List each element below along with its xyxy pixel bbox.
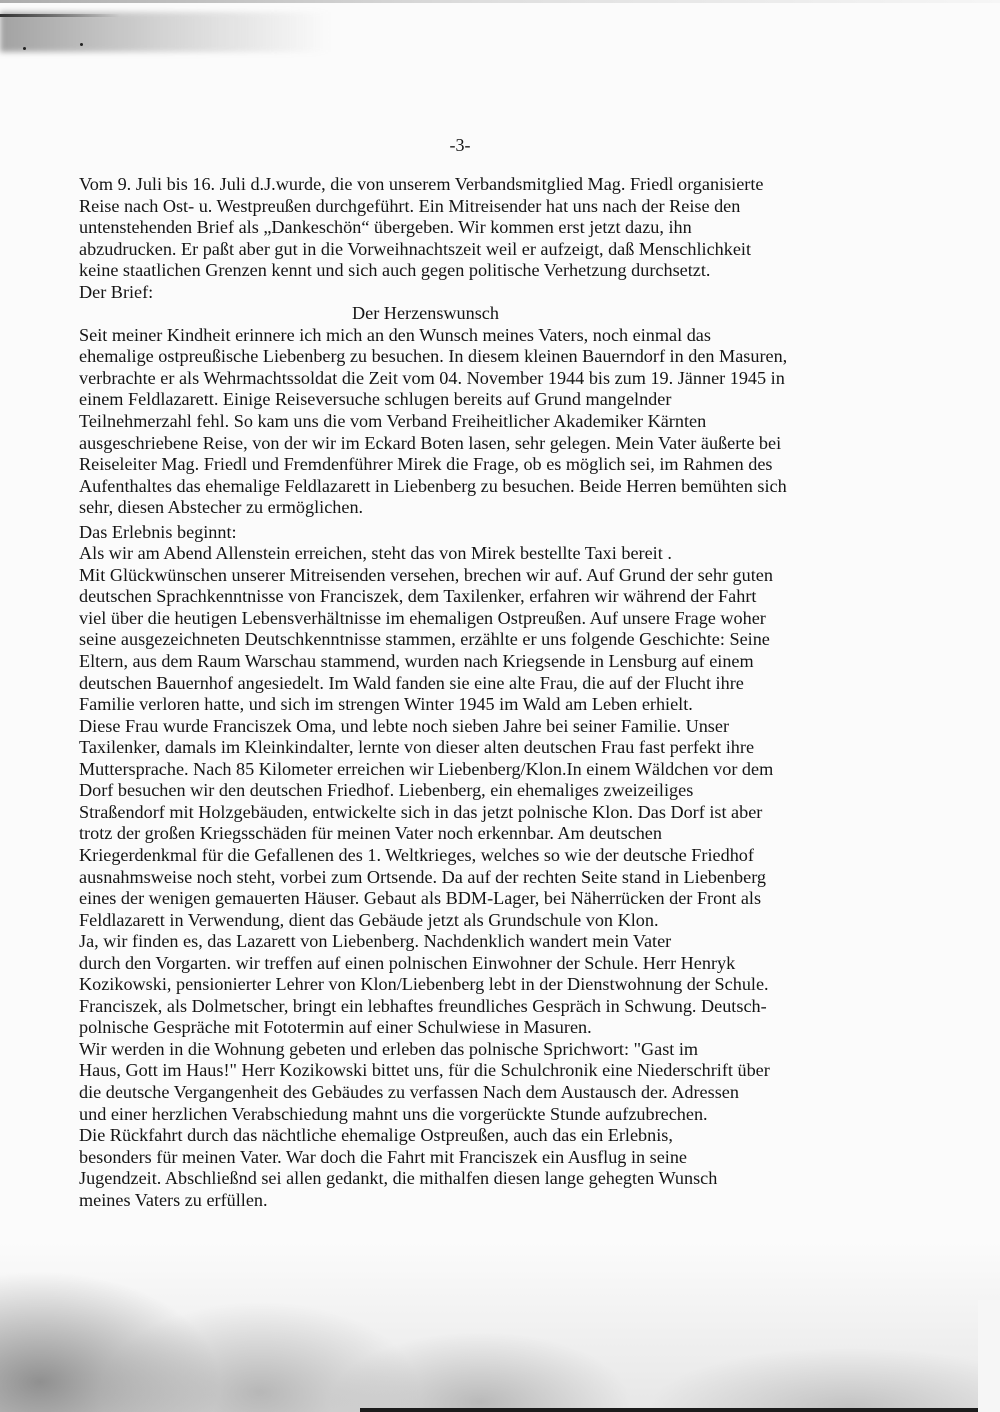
text-line: Eltern, aus dem Raum Warschau stammend, wurden nach Kriegsende in Lensburg auf einem — [79, 651, 754, 672]
document-body — [79, 174, 909, 1211]
text-line: ausnahmsweise noch steht, vorbei zum Ortsende. Da auf der rechten Seite stand in Liebenberg — [79, 866, 767, 887]
scan-right-edge — [978, 1300, 1000, 1412]
text-line: Reise nach Ost- u. Westpreußen durchgeführt. Ein Mitreisender hat uns nach der Reise den — [79, 195, 741, 216]
text-line: Reiseleiter Mag. Friedl und Fremdenführer Mirek die Frage, ob es möglich sei, im Rahmen des — [79, 454, 773, 475]
text-line: Mit Glückwünschen unserer Mitreisenden versehen, brechen wir auf. Auf Grund der sehr guten — [79, 564, 773, 585]
text-line: Wir werden in die Wohnung gebeten und erleben das polnische Sprichwort: "Gast im — [79, 1038, 699, 1059]
text-line: Kriegerdenkmal für die Gefallenen des 1. Weltkrieges, welches so wie der deutsche Friedhof — [79, 844, 754, 865]
text-line: eines der wenigen gemauerten Häuser. Gebaut als BDM-Lager, bei Näherrücken der Front als — [79, 888, 762, 909]
text-line: Vom 9. Juli bis 16. Juli d.J.wurde, die von unserem Verbandsmitglied Mag. Friedl organisierte — [79, 174, 764, 194]
text-line: abzudrucken. Er paßt aber gut in die Vorweihnachtszeit weil er aufzeigt, daß Menschlichkeit — [79, 238, 752, 259]
text-line: besonders für meinen Vater. War doch die Fahrt mit Franciszek ein Ausflug in seine — [79, 1146, 688, 1167]
text-line: Kozikowski, pensionierter Lehrer von Klon/Liebenberg lebt in der Dienstwohnung der Schule. — [79, 974, 769, 995]
text-line: Jugendzeit. Abschließnd sei allen gedankt, die mithalfen diesen lange gehegten Wunsch — [79, 1168, 718, 1189]
text-line: Dorf besuchen wir den deutschen Friedhof. Liebenberg, ein ehemaliges zweizeiliges — [79, 780, 694, 801]
scan-bottom-edge — [360, 1408, 980, 1412]
text-line: verbrachte er als Wehrmachtssoldat die Zeit vom 04. November 1944 bis zum 19. Jänner 1945 in — [79, 367, 785, 388]
text-line: einem Feldlazarett. Einige Reiseversuche schlugen bereits auf Grund mangelnder — [79, 389, 672, 410]
text-line: Aufenthaltes das ehemalige Feldlazarett in Liebenberg zu besuchen. Beide Herren bemühten sich — [79, 475, 787, 496]
text-line: Als wir am Abend Allenstein erreichen, steht das von Mirek bestellte Taxi bereit . — [79, 543, 672, 564]
text-line: sehr, diesen Abstecher zu ermöglichen. — [79, 497, 364, 518]
letter-paragraph-1 — [79, 325, 909, 519]
text-line: deutschen Sprachkenntnisse von Franciszek, dem Taxilenker, erfahren wir während der Fahrt — [79, 586, 757, 607]
text-line: meines Vaters zu erfüllen. — [79, 1189, 268, 1210]
text-line: deutschen Bauernhof angesiedelt. Im Wald fanden sie eine alte Frau, die auf der Flucht ihre — [79, 672, 744, 693]
text-line: Teilnehmerzahl fehl. So kam uns die vom Verband Freiheitlicher Akademiker Kärnten — [79, 411, 707, 432]
text-line: Die Rückfahrt durch das nächtliche ehemalige Ostpreußen, auch das ein Erlebnis, — [79, 1125, 673, 1146]
text-line: keine staatlichen Grenzen kennt und sich auch gegen politische Verhetzung durchsetzt. — [79, 260, 711, 281]
scan-line — [0, 14, 120, 17]
scan-shadow — [0, 1242, 1000, 1412]
section-label: Der Brief: — [79, 281, 154, 302]
scan-smudge — [0, 12, 330, 52]
text-line: Taxilenker, damals im Kleinkindalter, lernte von dieser alten deutschen Frau fast perfekt ihre — [79, 737, 755, 758]
text-line: durch den Vorgarten. wir treffen auf einen polnischen Einwohner der Schule. Herr Henryk — [79, 952, 736, 973]
text-line: ehemalige ostpreußische Liebenberg zu besuchen. In diesem kleinen Bauerndorf in den Masuren, — [79, 346, 788, 367]
text-line: Feldlazarett in Verwendung, dient das Gebäude jetzt als Grundschule von Klon. — [79, 909, 659, 930]
text-line: Muttersprache. Nach 85 Kilometer erreichen wir Liebenberg/Klon.In einem Wäldchen vor dem — [79, 758, 774, 779]
text-line: und einer herzlichen Verabschiedung mahnt uns die vorgerückte Stunde aufzubrechen. — [79, 1103, 708, 1124]
scan-dust-dot — [80, 43, 83, 46]
text-line: Diese Frau wurde Franciszek Oma, und lebte noch sieben Jahre bei seiner Familie. Unser — [79, 715, 729, 736]
text-line: Familie verloren hatte, und sich im strengen Winter 1945 im Wald am Leben erhielt. — [79, 694, 693, 715]
text-line: Franciszek, als Dolmetscher, bringt ein lebhaftes freundliches Gespräch in Schwung. Deutsch- — [79, 995, 767, 1016]
text-line: Ja, wir finden es, das Lazarett von Liebenberg. Nachdenklich wandert mein Vater — [79, 931, 672, 952]
text-line: polnische Gespräche mit Fototermin auf einer Schulwiese in Masuren. — [79, 1017, 592, 1038]
section-label: Das Erlebnis beginnt: — [79, 521, 237, 542]
text-line: die deutsche Vergangenheit des Gebäudes zu verfassen Nach dem Austausch der. Adressen — [79, 1081, 739, 1102]
intro-paragraph — [79, 174, 909, 303]
text-line: trotz der großen Kriegsschäden für meinen Vater noch erkennbar. Am deutschen — [79, 823, 662, 844]
text-line: seine ausgezeichneten Deutschkenntnisse stammen, erzählte er uns folgende Geschichte: Seine — [79, 629, 770, 650]
text-line: Straßendorf mit Holzgebäuden, entwickelte sich in das jetzt polnische Klon. Das Dorf ist aber — [79, 801, 763, 822]
letter-title: Der Herzenswunsch — [352, 303, 499, 324]
text-line: untenstehenden Brief als „Dankeschön“ übergeben. Wir kommen erst jetzt dazu, ihn — [79, 217, 692, 238]
text-line: Seit meiner Kindheit erinnere ich mich an den Wunsch meines Vaters, noch einmal das — [79, 324, 711, 345]
text-line: Haus, Gott im Haus!" Herr Kozikowski bittet uns, für die Schulchronik eine Niederschrift über — [79, 1060, 770, 1081]
text-line: ausgeschriebene Reise, von der wir im Eckard Boten lasen, sehr gelegen. Mein Vater äußerte bei — [79, 432, 782, 453]
scan-dust-dot — [23, 47, 26, 50]
letter-paragraph-2 — [79, 522, 909, 1212]
scan-top-edge — [0, 0, 1000, 3]
page-number: -3- — [449, 135, 471, 155]
text-line: viel über die heutigen Lebensverhältnisse im ehemaligen Ostpreußen. Auf unsere Frage woher — [79, 607, 766, 628]
